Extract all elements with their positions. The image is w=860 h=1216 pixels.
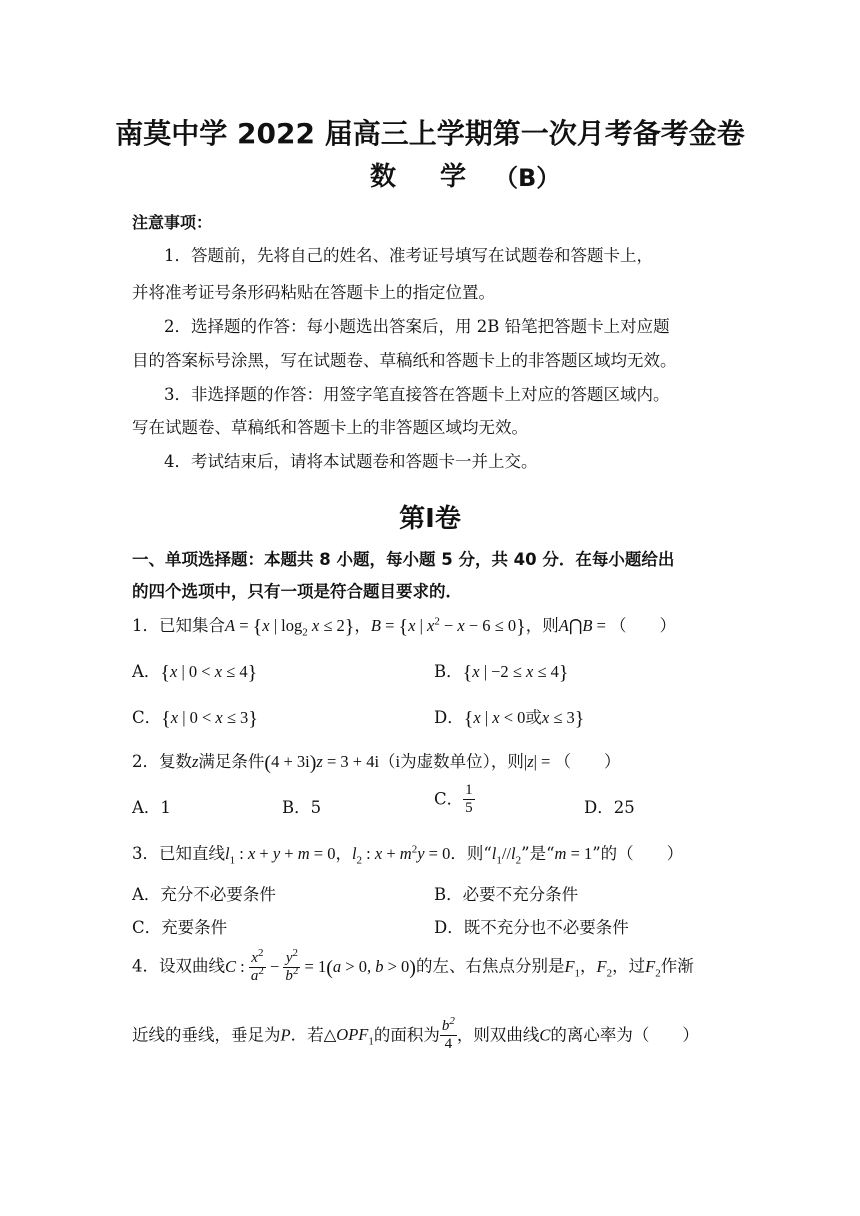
q2-option-c <box>434 782 475 818</box>
q4-line2-c: 的面积为 <box>373 1025 440 1045</box>
q1-option-b: B．{x | −2 ≤ x ≤ 4} <box>434 662 569 684</box>
q1-sep2: ，则 <box>525 616 559 635</box>
q3-line1: $l_1$ : x + y + m = 0 <box>225 844 336 867</box>
question-4-line2 <box>132 1015 699 1054</box>
q3-sep: ， <box>335 844 352 863</box>
q1-option-c-label: C． <box>132 708 162 727</box>
q2-prefix: 2．复数 <box>132 752 192 771</box>
q3-parallel: $l_1//l_2$ <box>491 844 522 867</box>
q4-triangle: $\triangle OPF_1$ <box>323 1025 374 1048</box>
q4-area-frac: $\frac{b^2}{4}$ <box>441 1015 455 1053</box>
notice-item-1-line1: 1．答题前，先将自己的姓名、准考证号填写在试题卷和答题卡上， <box>164 246 653 265</box>
q1-option-b-label: B． <box>434 662 463 681</box>
q2-text3: 为虚数单位），则 <box>400 752 524 771</box>
q4-f2: $F_2$ <box>596 956 613 979</box>
notice-item-2-line2: 目的答案标号涂黑，写在试题卷、草稿纸和答题卡上的非答题区域均无效。 <box>132 351 677 370</box>
section-title: 第Ⅰ卷 <box>399 504 461 534</box>
q2-option-c-label: C． <box>434 789 464 809</box>
notice-item-3-line1: 3．非选择题的作答：用签字笔直接答在答题卡上对应的答题区域内。 <box>164 385 670 404</box>
q3-option-d: D．既不充分也不必要条件 <box>434 918 629 937</box>
q2-option-d: D．25 <box>584 798 635 817</box>
q4-text1: 的左、右焦点分别是 <box>415 956 565 976</box>
q4-prefix: 4．设双曲线 <box>132 956 225 976</box>
notice-item-3-line2: 写在试题卷、草稿纸和答题卡上的非答题区域均无效。 <box>132 418 528 437</box>
notice-item-1-line2: 并将准考证号条形码粘贴在答题卡上的指定位置。 <box>132 283 495 302</box>
question-1 <box>132 612 676 639</box>
q4-line2-e: 的离心率为（ ） <box>550 1025 699 1045</box>
notice-item-4: 4．考试结束后，请将本试题卷和答题卡一并上交。 <box>164 452 538 471</box>
q2-text1: 满足条件 <box>198 752 265 771</box>
q2-z: z <box>192 752 199 771</box>
q3-option-a: A．充分不必要条件 <box>132 885 276 904</box>
variant-label: （B） <box>494 164 561 192</box>
q2-modulus: |z| = <box>523 752 555 771</box>
subject-char-2: 学 <box>440 162 467 192</box>
notice-item-2-line1: 2．选择题的作答：每小题选出答案后，用 2B 铅笔把答题卡上对应题 <box>164 317 670 336</box>
q4-f2-b: $F_2$ <box>645 956 661 979</box>
q3-line2: $l_2$ : $x + m^2y = 0$ <box>351 843 451 867</box>
q2-text2: （ <box>379 752 396 771</box>
q2-option-c-den: 5 <box>465 800 473 817</box>
q1-option-d-or: 或 <box>525 708 542 727</box>
notice-heading: 注意事项： <box>132 213 213 232</box>
question-2 <box>132 748 620 775</box>
q2-option-b: B．5 <box>282 798 322 817</box>
q1-set-b: B = {x | $x^2 - x - 6 \le 0$} <box>370 615 526 638</box>
q4-p: P <box>280 1025 291 1045</box>
q2-blank: （ ） <box>554 752 621 771</box>
question-3 <box>132 840 684 867</box>
q1-intersection: A⋂B = <box>558 616 611 635</box>
q1-prefix: 1．已知集合 <box>132 616 225 635</box>
subject-char-1: 数 <box>370 162 397 192</box>
q3-text3: ”的（ ） <box>592 844 684 863</box>
q4-line2-a: 近线的垂线，垂足为 <box>132 1025 281 1045</box>
q2-option-a: A．1 <box>132 798 171 817</box>
q1-option-d-label: D． <box>434 708 464 727</box>
q3-text1: ．则“ <box>450 844 492 863</box>
q3-prefix: 3．已知直线 <box>132 844 225 863</box>
q4-c: C <box>539 1025 551 1045</box>
q4-line2-d: ，则双曲线 <box>456 1025 540 1045</box>
q4-text2: ， <box>580 956 597 976</box>
section-instruction-line1: 一、单项选择题：本题共 8 小题，每小题 5 分，共 40 分．在每小题给出 <box>132 550 675 569</box>
q3-text2: ”是“ <box>521 844 555 863</box>
q1-blank: （ ） <box>610 616 677 635</box>
section-instruction-line2: 的四个选项中，只有一项是符合题目要求的． <box>132 582 462 601</box>
q1-option-d: D．{x | x < 0或x ≤ 3} <box>434 708 585 730</box>
q4-f1: $F_1$ <box>564 956 581 979</box>
q1-sep1: ， <box>354 616 371 635</box>
q1-option-a-label: A． <box>132 662 161 681</box>
q2-i: i <box>395 752 401 771</box>
question-4-line1 <box>132 947 694 986</box>
q2-option-c-num: 1 <box>463 782 475 800</box>
q4-line2-b: ．若 <box>290 1025 324 1045</box>
q4-text3: ，过 <box>612 956 646 976</box>
q1-option-c: C．{x | 0 < x ≤ 3} <box>132 708 258 730</box>
q3-option-c: C．充要条件 <box>132 918 228 937</box>
q4-hyperbola: C : $\frac{x^2}{a^2}$ − $\frac{y^2}{b^2}$ = 1(a > 0, b > 0) <box>225 947 416 985</box>
q2-equation: (4 + 3i)z = 3 + 4i <box>264 752 380 774</box>
q3-m-eq: m = 1 <box>554 844 593 863</box>
q1-option-a: A．{x | 0 < x ≤ 4} <box>132 662 258 684</box>
exam-title: 南莫中学 2022 届高三上学期第一次月考备考金卷 <box>115 117 745 150</box>
q1-set-a: A = {x | $\log_2 x \le 2$} <box>225 616 355 639</box>
q3-option-b: B．必要不充分条件 <box>434 885 579 904</box>
q4-text4: 作渐 <box>660 956 694 976</box>
